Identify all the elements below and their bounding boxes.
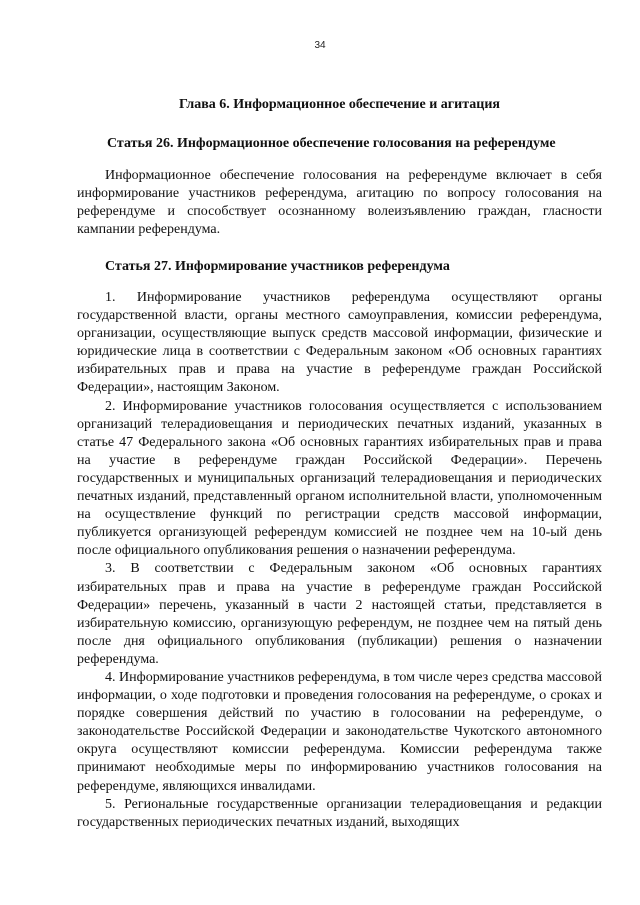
article-27-body — [77, 289, 602, 832]
article-26-body — [77, 167, 602, 239]
page-number: 34 — [314, 40, 326, 51]
article-27-paragraph-3: 3. В соответствии с Федеральным законом «Об основных гарантиях избирательных прав и права на участие в референдуме граждан Российской Федерации» перечень, указанный в части 2 настоящей статьи, представляется в избирательную комиссию, организующую референдум, не позднее чем на пятый день после дня официального опубликования (публикации) решения о назначении референдума. — [77, 561, 602, 667]
article-27-paragraph-5: 5. Региональные государственные организации телерадиовещания и редакции государственных периодических печатных изданий, выходящих — [77, 796, 602, 830]
article-26-paragraph: Информационное обеспечение голосования на референдуме включает в себя информирование участников референдума, агитацию по вопросу голосования на референдуме и способствует осознанному волеизъявлению граждан, гласности кампании референдума. — [77, 168, 602, 238]
chapter-title: Глава 6. Информационное обеспечение и агитация — [179, 97, 500, 112]
article-27-paragraph-4: 4. Информирование участников референдума, в том числе через средства массовой информации, о ходе подготовки и проведения голосования на референдуме, о сроках и порядке совершения действий по участию в голосовании на референдуме, о законодательстве Российской Федерации и законодательстве Чукотского автономного округа осуществляют комиссии референдума. Комиссии референдума также принимают необходимые меры по информированию участников голосования на референдуме, являющихся инвалидами. — [77, 669, 602, 794]
article-27-title: Статья 27. Информирование участников референдума — [105, 259, 450, 274]
article-27-paragraph-1: 1. Информирование участников референдума осуществляют органы государственной власти, органы местного самоуправления, комиссии референдума, организации, осуществляющие выпуск средств массовой информации, физические и юридические лица в соответствии с Федеральным законом «Об основных гарантиях избирательных прав и права на участие в референдуме граждан Российской Федерации», настоящим Законом. — [77, 290, 602, 396]
article-26-title: Статья 26. Информационное обеспечение голосования на референдуме — [107, 136, 556, 151]
article-27-paragraph-2: 2. Информирование участников голосования осуществляется с использованием организаций телерадиовещания и периодических печатных изданий, указанных в статье 47 Федерального закона «Об основных гарантиях избирательных прав и права на участие в референдуме граждан Российской Федерации». Перечень государственных и муниципальных организаций телерадиовещания и периодических печатных изданий, представленный органом исполнительной власти, уполномоченным на осуществление функций по регистрации средств массовой информации, публикуется организующей референдум комиссией не позднее чем на 10-ый день после официального опубликования решения о назначении референдума. — [77, 398, 602, 559]
